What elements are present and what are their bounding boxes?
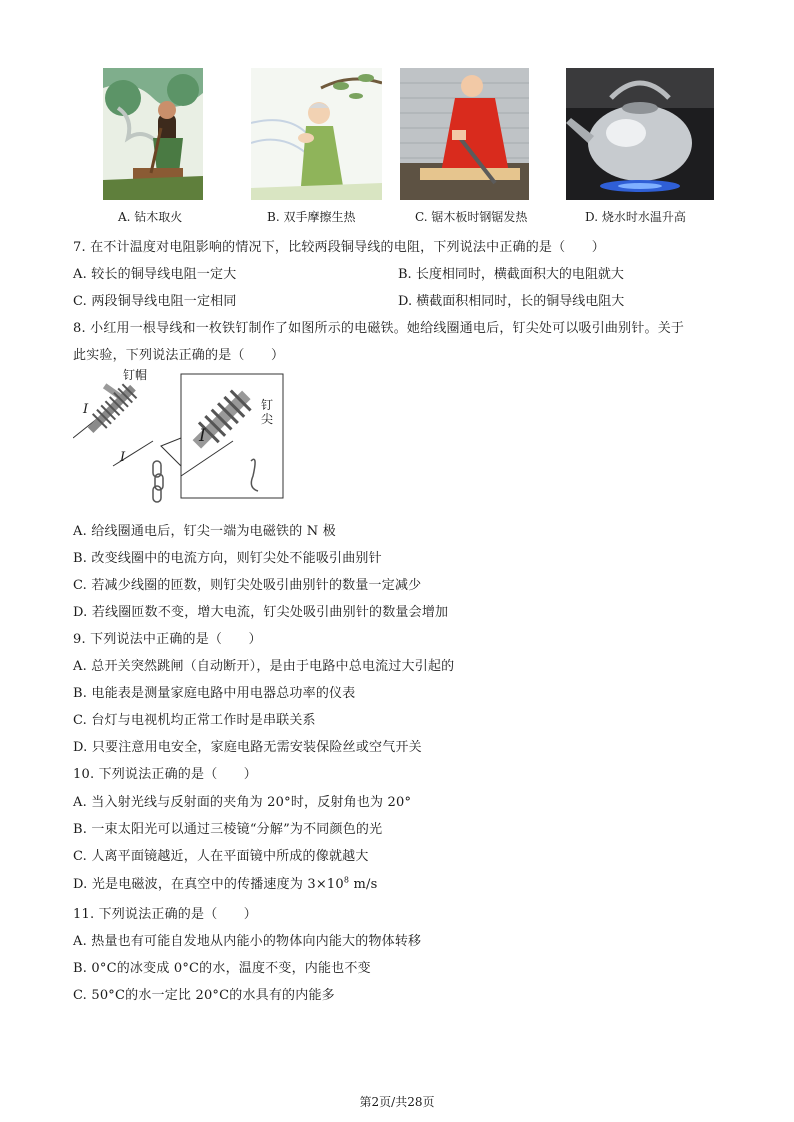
question-8-option-d: D. 若线圈匝数不变，增大电流，钉尖处吸引曲别针的数量会增加 <box>73 605 449 620</box>
question-10-stem: 10. 下列说法正确的是（ ） <box>73 767 258 782</box>
question-7-option-b: B. 长度相同时，横截面积大的电阻就大 <box>398 267 624 282</box>
question-10-option-b: B. 一束太阳光可以通过三棱镜“分解”为不同颜色的光 <box>73 822 383 837</box>
rubbing-hands-illustration <box>251 68 382 200</box>
question-10-option-a: A. 当入射光线与反射面的夹角为 20°时，反射角也为 20° <box>73 795 412 810</box>
question-9-option-c: C. 台灯与电视机均正常工作时是串联关系 <box>73 713 316 728</box>
figure-caption-c: C. 锯木板时钢锯发热 <box>415 210 528 224</box>
sawing-wood-photo <box>400 68 529 200</box>
question-10-option-d-unit: m/s <box>349 877 378 892</box>
question-11-stem: 11. 下列说法正确的是（ ） <box>73 907 258 922</box>
question-8-stem-line2: 此实验，下列说法正确的是（ ） <box>73 348 285 363</box>
question-10-option-d <box>73 873 377 892</box>
question-10-option-c: C. 人离平面镜越近，人在平面镜中所成的像就越大 <box>73 849 369 864</box>
boiling-kettle-photo <box>566 68 714 200</box>
question-8-stem-line1: 8. 小红用一根导线和一枚铁钉制作了如图所示的电磁铁。她给线圈通电后，钉尖处可以吸引曲别针。关于 <box>73 321 685 336</box>
figure-caption-a: A. 钻木取火 <box>118 210 183 224</box>
question-11-option-b: B. 0°C的冰变成 0°C的水，温度不变，内能也不变 <box>73 961 371 976</box>
question-9-option-b: B. 电能表是测量家庭电路中用电器总功率的仪表 <box>73 686 356 701</box>
figure-caption-b: B. 双手摩擦生热 <box>267 210 356 224</box>
question-10-option-d-text: D. 光是电磁波，在真空中的传播速度为 3×10 <box>73 877 344 892</box>
electromagnet-diagram <box>73 366 288 506</box>
current-label-upper: I <box>83 402 89 417</box>
question-11-option-c: C. 50°C的水一定比 20°C的水具有的内能多 <box>73 988 335 1003</box>
question-7-option-a: A. 较长的铜导线电阻一定大 <box>73 267 237 282</box>
question-7-option-c: C. 两段铜导线电阻一定相同 <box>73 294 237 309</box>
question-7-option-d: D. 横截面积相同时，长的铜导线电阻大 <box>398 294 625 309</box>
question-9-option-d: D. 只要注意用电安全，家庭电路无需安装保险丝或空气开关 <box>73 740 422 755</box>
question-9-option-a: A. 总开关突然跳闸（自动断开），是由于电路中总电流过大引起的 <box>73 659 455 674</box>
fire-drill-illustration <box>103 68 203 200</box>
nail-tip-label: 钉尖 <box>261 398 274 426</box>
question-9-stem: 9. 下列说法中正确的是（ ） <box>73 632 262 647</box>
page-footer: 第2页/共28页 <box>359 1095 435 1109</box>
nail-head-label: 钉帽 <box>123 368 148 382</box>
question-7-stem: 7. 在不计温度对电阻影响的情况下，比较两段铜导线的电阻，下列说法中正确的是（ ） <box>73 240 605 255</box>
current-label-zoom: I <box>199 426 206 446</box>
figure-caption-d: D. 烧水时水温升高 <box>585 210 686 224</box>
current-label-lower: I <box>120 450 126 465</box>
question-8-option-c: C. 若减少线圈的匝数，则钉尖处吸引曲别针的数量一定减少 <box>73 578 422 593</box>
question-8-option-a: A. 给线圈通电后，钉尖一端为电磁铁的 N 极 <box>73 524 336 539</box>
question-8-option-b: B. 改变线圈中的电流方向，则钉尖处不能吸引曲别针 <box>73 551 382 566</box>
question-10-option-d-exponent: 8 <box>343 875 350 885</box>
question-11-option-a: A. 热量也有可能自发地从内能小的物体向内能大的物体转移 <box>73 934 422 949</box>
